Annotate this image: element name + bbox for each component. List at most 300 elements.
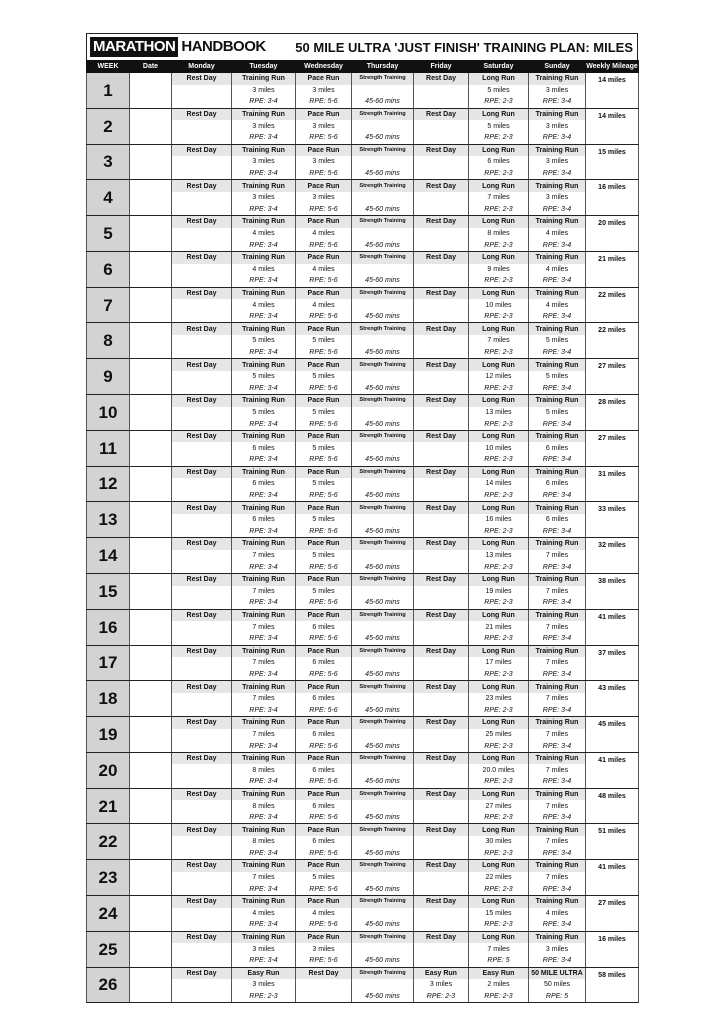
monday-workout-type: Rest Day: [172, 251, 232, 263]
tuesday-workout-type: Training Run: [232, 144, 296, 156]
wednesday-workout-type: Pace Run: [296, 180, 352, 192]
saturday-workout-effort: RPE: 2-3: [469, 454, 529, 466]
tuesday-workout-distance: 4 miles: [232, 908, 296, 920]
wednesday-workout-distance: [296, 979, 352, 991]
thursday-workout-distance: [352, 836, 414, 848]
friday-workout-type: Rest Day: [414, 645, 469, 657]
friday-workout-distance: [414, 299, 469, 311]
friday-workout-type: Rest Day: [414, 895, 469, 907]
week-number: 25: [87, 931, 130, 967]
week-number: 5: [87, 216, 130, 252]
week-number: 22: [87, 824, 130, 860]
saturday-workout-type: Long Run: [469, 824, 529, 836]
week-number: 24: [87, 895, 130, 931]
weekly-mileage: 15 miles: [586, 144, 639, 180]
saturday-workout-type: Long Run: [469, 395, 529, 407]
date-cell[interactable]: [130, 216, 172, 252]
thursday-workout-type: Strength Training: [352, 788, 414, 800]
friday-workout-distance: [414, 156, 469, 168]
monday-workout-type: Rest Day: [172, 645, 232, 657]
saturday-workout-distance: 23 miles: [469, 693, 529, 705]
saturday-workout-effort: RPE: 2-3: [469, 132, 529, 144]
monday-workout-type: Rest Day: [172, 895, 232, 907]
friday-workout-effort: [414, 883, 469, 895]
date-cell[interactable]: [130, 860, 172, 896]
weekly-mileage: 16 miles: [586, 180, 639, 216]
saturday-workout-effort: RPE: 2-3: [469, 633, 529, 645]
friday-workout-effort: [414, 955, 469, 967]
wednesday-workout-distance: 5 miles: [296, 335, 352, 347]
tuesday-workout-effort: RPE: 3-4: [232, 740, 296, 752]
date-cell[interactable]: [130, 144, 172, 180]
saturday-workout-effort: RPE: 2-3: [469, 776, 529, 788]
wednesday-workout-type: Pace Run: [296, 860, 352, 872]
friday-workout-distance: [414, 228, 469, 240]
tuesday-workout-type: Training Run: [232, 502, 296, 514]
saturday-workout-distance: 22 miles: [469, 872, 529, 884]
monday-workout-distance: [172, 979, 232, 991]
week-number: 1: [87, 73, 130, 109]
friday-workout-distance: [414, 836, 469, 848]
date-cell[interactable]: [130, 967, 172, 1003]
sunday-workout-effort: RPE: 3-4: [529, 919, 586, 931]
week-row: [87, 144, 639, 156]
sunday-workout-effort: RPE: 3-4: [529, 239, 586, 251]
sunday-workout-type: Training Run: [529, 73, 586, 85]
thursday-workout-distance: [352, 979, 414, 991]
wednesday-workout-effort: RPE: 5-6: [296, 883, 352, 895]
thursday-workout-distance: [352, 264, 414, 276]
date-cell[interactable]: [130, 430, 172, 466]
thursday-workout-distance: [352, 657, 414, 669]
friday-workout-effort: [414, 454, 469, 466]
friday-workout-type: Rest Day: [414, 609, 469, 621]
thursday-workout-distance: [352, 908, 414, 920]
friday-workout-type: Rest Day: [414, 395, 469, 407]
saturday-workout-effort: RPE: 2-3: [469, 740, 529, 752]
column-header-thursday: Thursday: [352, 61, 414, 73]
wednesday-workout-distance: 3 miles: [296, 156, 352, 168]
sunday-workout-distance: 4 miles: [529, 908, 586, 920]
sunday-workout-type: Training Run: [529, 323, 586, 335]
weekly-mileage: 48 miles: [586, 788, 639, 824]
tuesday-workout-type: Training Run: [232, 216, 296, 228]
sunday-workout-effort: RPE: 3-4: [529, 669, 586, 681]
tuesday-workout-distance: 3 miles: [232, 192, 296, 204]
monday-workout-effort: [172, 382, 232, 394]
date-cell[interactable]: [130, 359, 172, 395]
friday-workout-effort: [414, 669, 469, 681]
saturday-workout-type: Long Run: [469, 788, 529, 800]
wednesday-workout-effort: RPE: 5-6: [296, 454, 352, 466]
week-row: [87, 752, 639, 764]
weekly-mileage: 32 miles: [586, 538, 639, 574]
friday-workout-type: Rest Day: [414, 931, 469, 943]
monday-workout-distance: [172, 442, 232, 454]
wednesday-workout-effort: RPE: 5-6: [296, 418, 352, 430]
date-cell[interactable]: [130, 717, 172, 753]
monday-workout-distance: [172, 335, 232, 347]
monday-workout-distance: [172, 299, 232, 311]
sunday-workout-effort: RPE: 3-4: [529, 597, 586, 609]
wednesday-workout-effort: RPE: 5-6: [296, 490, 352, 502]
date-cell[interactable]: [130, 824, 172, 860]
tuesday-workout-effort: RPE: 3-4: [232, 597, 296, 609]
tuesday-workout-distance: 3 miles: [232, 156, 296, 168]
saturday-workout-effort: RPE: 2-3: [469, 311, 529, 323]
monday-workout-distance: [172, 872, 232, 884]
saturday-workout-distance: 13 miles: [469, 550, 529, 562]
wednesday-workout-effort: RPE: 5-6: [296, 275, 352, 287]
thursday-workout-type: Strength Training: [352, 466, 414, 478]
friday-workout-type: Rest Day: [414, 860, 469, 872]
tuesday-workout-distance: 3 miles: [232, 120, 296, 132]
friday-workout-type: Rest Day: [414, 717, 469, 729]
saturday-workout-distance: 25 miles: [469, 729, 529, 741]
monday-workout-effort: [172, 490, 232, 502]
wednesday-workout-type: Pace Run: [296, 466, 352, 478]
saturday-workout-effort: RPE: 2-3: [469, 991, 529, 1003]
sunday-workout-type: Training Run: [529, 538, 586, 550]
monday-workout-distance: [172, 371, 232, 383]
wednesday-workout-distance: 6 miles: [296, 800, 352, 812]
saturday-workout-effort: RPE: 2-3: [469, 490, 529, 502]
tuesday-workout-effort: RPE: 3-4: [232, 132, 296, 144]
friday-workout-effort: [414, 382, 469, 394]
thursday-workout-effort: 45-60 mins: [352, 382, 414, 394]
monday-workout-distance: [172, 478, 232, 490]
date-cell[interactable]: [130, 931, 172, 967]
wednesday-workout-effort: RPE: 5-6: [296, 597, 352, 609]
saturday-workout-distance: 16 miles: [469, 514, 529, 526]
saturday-workout-distance: 7 miles: [469, 335, 529, 347]
week-row: [87, 860, 639, 872]
saturday-workout-effort: RPE: 2-3: [469, 669, 529, 681]
week-row: [87, 430, 639, 442]
wednesday-workout-type: Pace Run: [296, 573, 352, 585]
monday-workout-effort: [172, 740, 232, 752]
sunday-workout-effort: RPE: 3-4: [529, 883, 586, 895]
training-plan-sheet: [86, 33, 638, 1003]
wednesday-workout-distance: 6 miles: [296, 621, 352, 633]
week-number: 7: [87, 287, 130, 323]
thursday-workout-distance: [352, 299, 414, 311]
friday-workout-distance: [414, 550, 469, 562]
monday-workout-type: Rest Day: [172, 216, 232, 228]
wednesday-workout-effort: RPE: 5-6: [296, 526, 352, 538]
friday-workout-type: Rest Day: [414, 681, 469, 693]
date-cell[interactable]: [130, 251, 172, 287]
saturday-workout-type: Long Run: [469, 895, 529, 907]
monday-workout-type: Rest Day: [172, 395, 232, 407]
saturday-workout-type: Long Run: [469, 180, 529, 192]
thursday-workout-type: Strength Training: [352, 108, 414, 120]
friday-workout-effort: [414, 919, 469, 931]
tuesday-workout-effort: RPE: 3-4: [232, 704, 296, 716]
monday-workout-type: Rest Day: [172, 466, 232, 478]
tuesday-workout-type: Training Run: [232, 287, 296, 299]
thursday-workout-type: Strength Training: [352, 573, 414, 585]
date-cell[interactable]: [130, 502, 172, 538]
saturday-workout-effort: RPE: 2-3: [469, 848, 529, 860]
date-cell[interactable]: [130, 895, 172, 931]
date-cell[interactable]: [130, 538, 172, 574]
saturday-workout-effort: RPE: 2-3: [469, 96, 529, 108]
thursday-workout-effort: 45-60 mins: [352, 204, 414, 216]
wednesday-workout-effort: RPE: 5-6: [296, 382, 352, 394]
sunday-workout-distance: 7 miles: [529, 586, 586, 598]
thursday-workout-effort: 45-60 mins: [352, 669, 414, 681]
wednesday-workout-distance: 4 miles: [296, 299, 352, 311]
saturday-workout-type: Long Run: [469, 144, 529, 156]
logo-word-handbook: HANDBOOK: [181, 38, 266, 55]
date-cell[interactable]: [130, 681, 172, 717]
weekly-mileage: 43 miles: [586, 681, 639, 717]
column-header-date: Date: [130, 61, 172, 73]
date-cell[interactable]: [130, 395, 172, 431]
wednesday-workout-type: Rest Day: [296, 967, 352, 979]
sunday-workout-type: Training Run: [529, 609, 586, 621]
date-cell[interactable]: [130, 287, 172, 323]
tuesday-workout-type: Training Run: [232, 645, 296, 657]
column-header-tuesday: Tuesday: [232, 61, 296, 73]
friday-workout-effort: [414, 204, 469, 216]
week-number: 9: [87, 359, 130, 395]
tuesday-workout-type: Training Run: [232, 681, 296, 693]
sunday-workout-type: Training Run: [529, 717, 586, 729]
column-header-wednesday: Wednesday: [296, 61, 352, 73]
friday-workout-distance: [414, 872, 469, 884]
monday-workout-distance: [172, 514, 232, 526]
saturday-workout-distance: 27 miles: [469, 800, 529, 812]
saturday-workout-effort: RPE: 2-3: [469, 704, 529, 716]
wednesday-workout-type: Pace Run: [296, 681, 352, 693]
monday-workout-effort: [172, 991, 232, 1003]
tuesday-workout-distance: 3 miles: [232, 943, 296, 955]
friday-workout-distance: [414, 693, 469, 705]
thursday-workout-type: Strength Training: [352, 609, 414, 621]
sunday-workout-effort: RPE: 3-4: [529, 704, 586, 716]
saturday-workout-type: Long Run: [469, 73, 529, 85]
monday-workout-type: Rest Day: [172, 573, 232, 585]
thursday-workout-distance: [352, 800, 414, 812]
weekly-mileage: 41 miles: [586, 752, 639, 788]
saturday-workout-type: Long Run: [469, 860, 529, 872]
thursday-workout-type: Strength Training: [352, 538, 414, 550]
week-row: [87, 931, 639, 943]
weekly-mileage: 28 miles: [586, 395, 639, 431]
monday-workout-type: Rest Day: [172, 73, 232, 85]
tuesday-workout-type: Training Run: [232, 931, 296, 943]
friday-workout-type: Rest Day: [414, 573, 469, 585]
saturday-workout-type: Long Run: [469, 216, 529, 228]
wednesday-workout-distance: 5 miles: [296, 586, 352, 598]
saturday-workout-distance: 6 miles: [469, 156, 529, 168]
wednesday-workout-distance: 5 miles: [296, 514, 352, 526]
weekly-mileage: 38 miles: [586, 573, 639, 609]
friday-workout-effort: [414, 490, 469, 502]
sunday-workout-effort: RPE: 3-4: [529, 418, 586, 430]
wednesday-workout-type: Pace Run: [296, 538, 352, 550]
monday-workout-distance: [172, 764, 232, 776]
weekly-mileage: 41 miles: [586, 609, 639, 645]
tuesday-workout-type: Training Run: [232, 538, 296, 550]
thursday-workout-type: Strength Training: [352, 681, 414, 693]
date-cell[interactable]: [130, 73, 172, 109]
monday-workout-distance: [172, 550, 232, 562]
date-cell[interactable]: [130, 645, 172, 681]
thursday-workout-effort: 45-60 mins: [352, 776, 414, 788]
wednesday-workout-type: Pace Run: [296, 824, 352, 836]
wednesday-workout-effort: RPE: 5-6: [296, 669, 352, 681]
week-row: [87, 287, 639, 299]
weekly-mileage: 51 miles: [586, 824, 639, 860]
thursday-workout-effort: 45-60 mins: [352, 633, 414, 645]
week-row: [87, 216, 639, 228]
thursday-workout-type: Strength Training: [352, 251, 414, 263]
thursday-workout-effort: 45-60 mins: [352, 96, 414, 108]
wednesday-workout-type: Pace Run: [296, 73, 352, 85]
thursday-workout-effort: 45-60 mins: [352, 848, 414, 860]
friday-workout-distance: [414, 85, 469, 97]
wednesday-workout-distance: 6 miles: [296, 836, 352, 848]
weekly-mileage: 20 miles: [586, 216, 639, 252]
week-row: [87, 73, 639, 85]
thursday-workout-type: Strength Training: [352, 752, 414, 764]
saturday-workout-distance: 9 miles: [469, 264, 529, 276]
saturday-workout-type: Long Run: [469, 323, 529, 335]
saturday-workout-type: Easy Run: [469, 967, 529, 979]
thursday-workout-effort: 45-60 mins: [352, 275, 414, 287]
week-number: 10: [87, 395, 130, 431]
wednesday-workout-effort: RPE: 5-6: [296, 347, 352, 359]
sunday-workout-type: Training Run: [529, 287, 586, 299]
saturday-workout-distance: 8 miles: [469, 228, 529, 240]
friday-workout-type: Rest Day: [414, 502, 469, 514]
week-row: [87, 395, 639, 407]
thursday-workout-effort: 45-60 mins: [352, 812, 414, 824]
monday-workout-type: Rest Day: [172, 752, 232, 764]
sunday-workout-effort: RPE: 3-4: [529, 311, 586, 323]
monday-workout-effort: [172, 311, 232, 323]
monday-workout-effort: [172, 204, 232, 216]
tuesday-workout-effort: RPE: 3-4: [232, 669, 296, 681]
monday-workout-type: Rest Day: [172, 860, 232, 872]
date-cell[interactable]: [130, 108, 172, 144]
sunday-workout-distance: 7 miles: [529, 836, 586, 848]
thursday-workout-type: Strength Training: [352, 824, 414, 836]
wednesday-workout-distance: 4 miles: [296, 228, 352, 240]
tuesday-workout-effort: RPE: 3-4: [232, 418, 296, 430]
saturday-workout-distance: 5 miles: [469, 85, 529, 97]
wednesday-workout-type: Pace Run: [296, 430, 352, 442]
sunday-workout-distance: 6 miles: [529, 514, 586, 526]
date-cell[interactable]: [130, 752, 172, 788]
week-row: [87, 645, 639, 657]
date-cell[interactable]: [130, 466, 172, 502]
thursday-workout-effort: 45-60 mins: [352, 991, 414, 1003]
date-cell[interactable]: [130, 323, 172, 359]
saturday-workout-effort: RPE: 2-3: [469, 526, 529, 538]
sunday-workout-type: Training Run: [529, 752, 586, 764]
thursday-workout-distance: [352, 156, 414, 168]
wednesday-workout-effort: [296, 991, 352, 1003]
tuesday-workout-distance: 7 miles: [232, 729, 296, 741]
week-number: 21: [87, 788, 130, 824]
monday-workout-effort: [172, 418, 232, 430]
thursday-workout-type: Strength Training: [352, 323, 414, 335]
tuesday-workout-distance: 7 miles: [232, 693, 296, 705]
thursday-workout-type: Strength Training: [352, 931, 414, 943]
sunday-workout-distance: 3 miles: [529, 192, 586, 204]
week-number: 3: [87, 144, 130, 180]
date-cell[interactable]: [130, 180, 172, 216]
thursday-workout-distance: [352, 120, 414, 132]
thursday-workout-effort: 45-60 mins: [352, 919, 414, 931]
tuesday-workout-effort: RPE: 2-3: [232, 991, 296, 1003]
wednesday-workout-type: Pace Run: [296, 752, 352, 764]
thursday-workout-type: Strength Training: [352, 216, 414, 228]
weekly-mileage: 14 miles: [586, 108, 639, 144]
weekly-mileage: 45 miles: [586, 717, 639, 753]
week-number: 18: [87, 681, 130, 717]
monday-workout-effort: [172, 669, 232, 681]
friday-workout-effort: [414, 526, 469, 538]
sunday-workout-type: 50 MILE ULTRA: [529, 967, 586, 979]
weekly-mileage: 27 miles: [586, 895, 639, 931]
thursday-workout-effort: 45-60 mins: [352, 311, 414, 323]
tuesday-workout-type: Training Run: [232, 251, 296, 263]
thursday-workout-type: Strength Training: [352, 502, 414, 514]
thursday-workout-distance: [352, 85, 414, 97]
wednesday-workout-type: Pace Run: [296, 895, 352, 907]
sunday-workout-type: Training Run: [529, 645, 586, 657]
weekly-mileage: 16 miles: [586, 931, 639, 967]
thursday-workout-type: Strength Training: [352, 73, 414, 85]
wednesday-workout-effort: RPE: 5-6: [296, 561, 352, 573]
monday-workout-effort: [172, 812, 232, 824]
tuesday-workout-type: Training Run: [232, 752, 296, 764]
friday-workout-distance: [414, 764, 469, 776]
thursday-workout-effort: 45-60 mins: [352, 418, 414, 430]
sunday-workout-type: Training Run: [529, 216, 586, 228]
tuesday-workout-distance: 7 miles: [232, 586, 296, 598]
wednesday-workout-distance: 6 miles: [296, 729, 352, 741]
monday-workout-effort: [172, 347, 232, 359]
sunday-workout-effort: RPE: 3-4: [529, 740, 586, 752]
sunday-workout-type: Training Run: [529, 788, 586, 800]
week-number: 11: [87, 430, 130, 466]
monday-workout-distance: [172, 85, 232, 97]
column-header-weekly-mileage: Weekly Mileage: [586, 61, 639, 73]
sunday-workout-effort: RPE: 3-4: [529, 490, 586, 502]
week-row: [87, 108, 639, 120]
date-cell[interactable]: [130, 788, 172, 824]
sunday-workout-effort: RPE: 5: [529, 991, 586, 1003]
sunday-workout-distance: 7 miles: [529, 621, 586, 633]
saturday-workout-distance: 7 miles: [469, 192, 529, 204]
week-row: [87, 359, 639, 371]
friday-workout-type: Rest Day: [414, 144, 469, 156]
friday-workout-type: Rest Day: [414, 359, 469, 371]
saturday-workout-type: Long Run: [469, 287, 529, 299]
week-number: 2: [87, 108, 130, 144]
saturday-workout-effort: RPE: 2-3: [469, 561, 529, 573]
training-table: [86, 60, 639, 1003]
tuesday-workout-effort: RPE: 3-4: [232, 848, 296, 860]
date-cell[interactable]: [130, 609, 172, 645]
date-cell[interactable]: [130, 573, 172, 609]
